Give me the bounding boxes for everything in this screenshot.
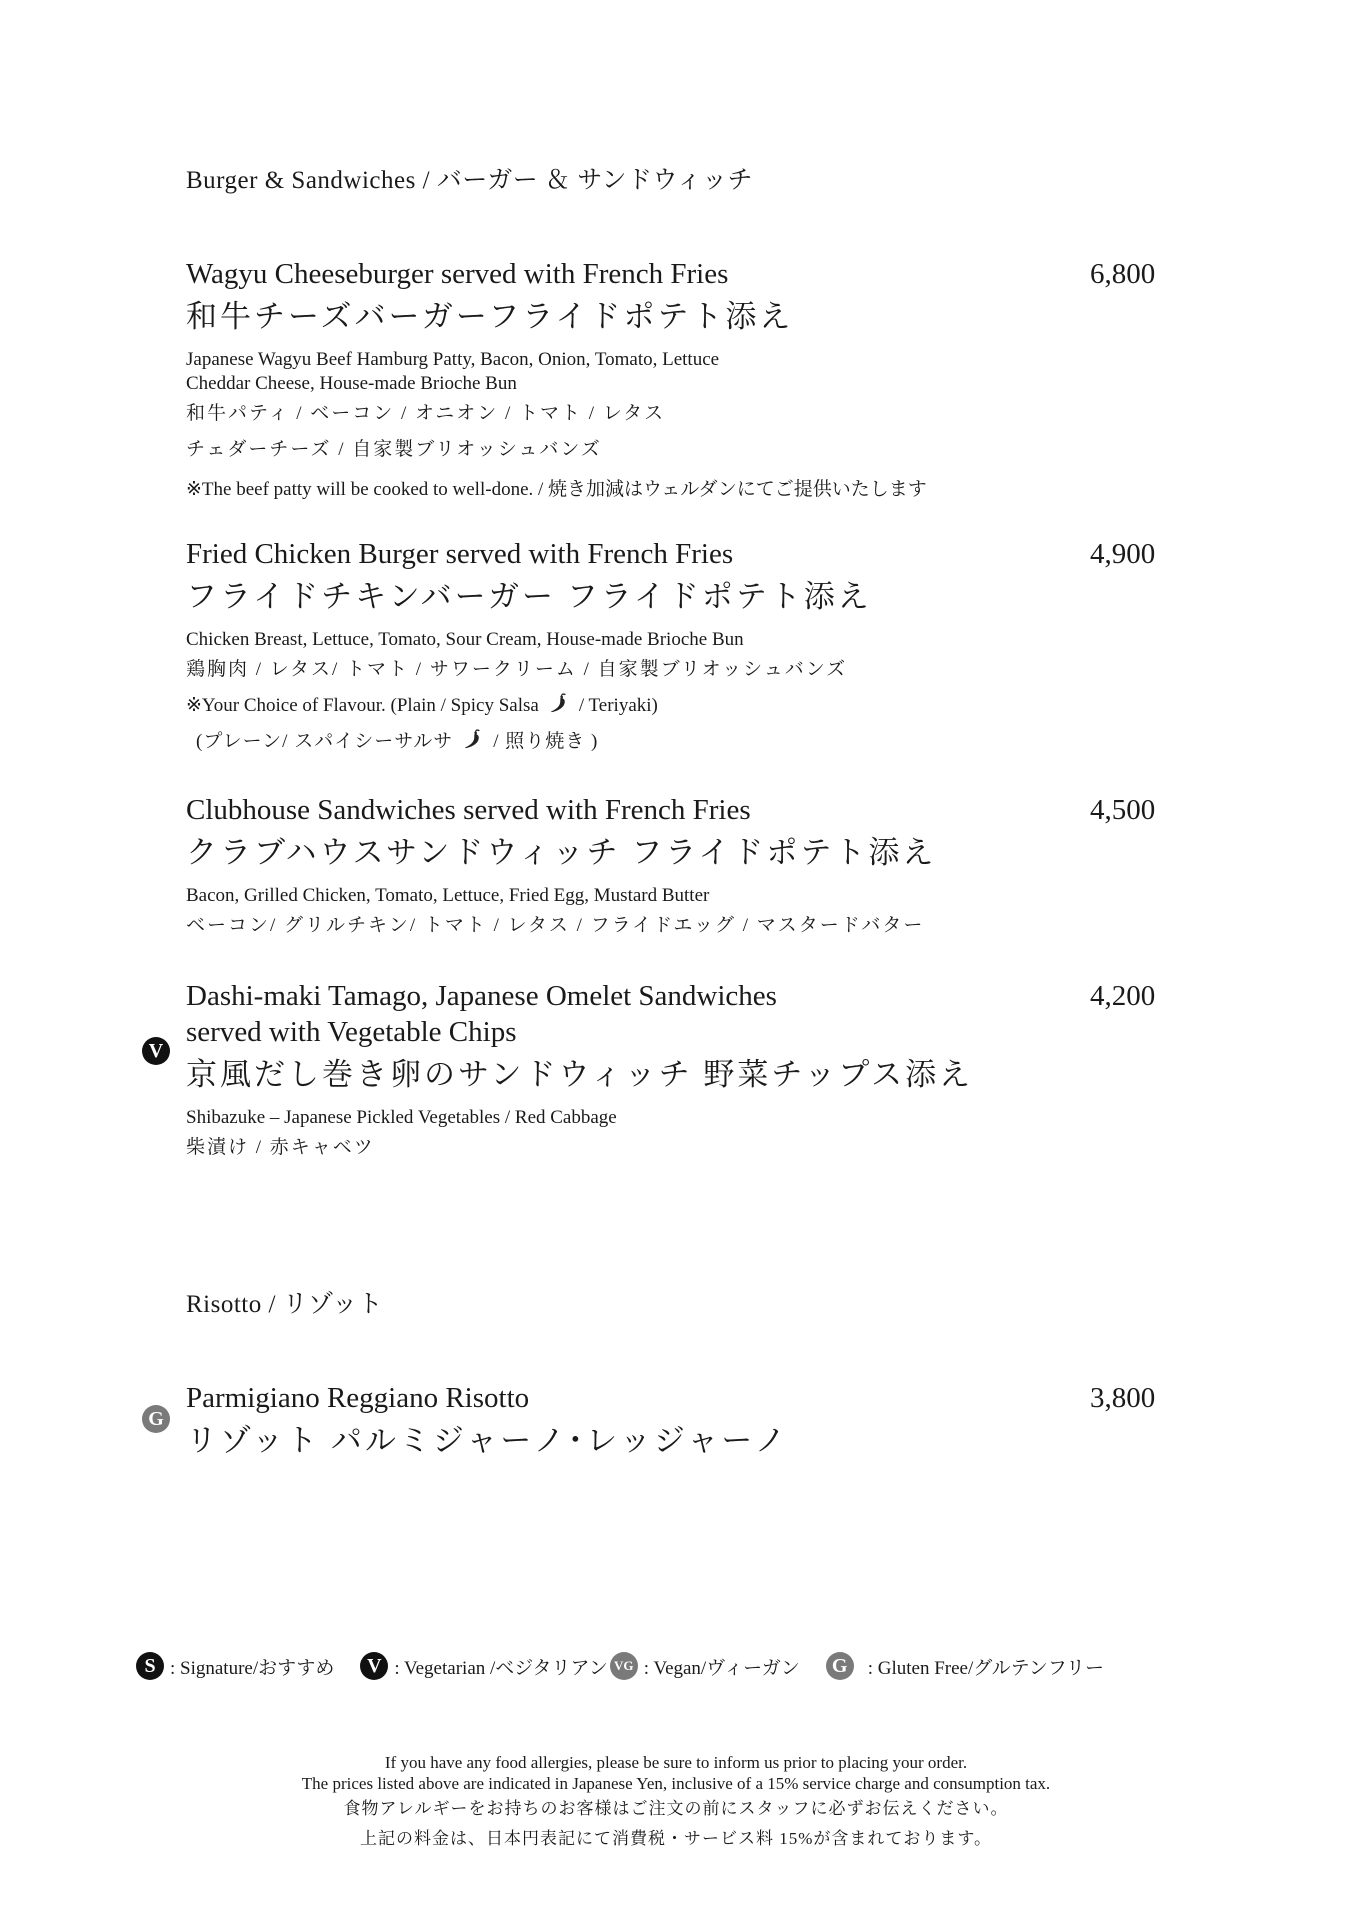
item-name-ja: クラブハウスサンドウィッチ フライドポテト添え bbox=[186, 835, 937, 870]
vegetarian-badge-icon: V bbox=[142, 1037, 170, 1065]
section-title-risotto: Risotto / リゾット bbox=[186, 1291, 384, 1318]
vegan-badge-icon: VG bbox=[610, 1652, 638, 1680]
item-price: 4,900 bbox=[1090, 538, 1156, 570]
legend-item-vegan bbox=[610, 1652, 826, 1680]
item-description-en: Shibazuke – Japanese Pickled Vegetables / Red Cabbage bbox=[186, 1107, 617, 1128]
menu-item-dashimaki-sandwiches bbox=[186, 978, 1166, 1166]
item-name-en: Dashi-maki Tamago, Japanese Omelet Sandwiches bbox=[186, 980, 777, 1012]
legend-label: : Vegetarian /ベジタリアン bbox=[394, 1657, 608, 1679]
item-name-en: Wagyu Cheeseburger served with French Fries bbox=[186, 258, 729, 290]
item-name-en: Clubhouse Sandwiches served with French Fries bbox=[186, 794, 751, 826]
item-note-ja bbox=[186, 724, 1166, 760]
item-price: 3,800 bbox=[1090, 1382, 1156, 1414]
item-description-en: Chicken Breast, Lettuce, Tomato, Sour Cream, House-made Brioche Bun bbox=[186, 629, 744, 650]
legend-label: : Vegan/ヴィーガン bbox=[643, 1657, 800, 1679]
item-note: ※The beef patty will be cooked to well-done. / 焼き加減はウェルダンにてご提供いたします bbox=[186, 479, 927, 500]
menu-item-fried-chicken-burger bbox=[186, 536, 1166, 760]
gluten-free-badge-icon: G bbox=[142, 1405, 170, 1433]
item-description-en: Japanese Wagyu Beef Hamburg Patty, Bacon, Onion, Tomato, Lettuce bbox=[186, 349, 720, 370]
item-description-ja: チェダーチーズ / 自家製ブリオッシュバンズ bbox=[186, 439, 602, 460]
item-name-ja: フライドチキンバーガー フライドポテト添え bbox=[186, 579, 872, 614]
footer-line-en: If you have any food allergies, please be sure to inform us prior to placing your order. bbox=[384, 1753, 968, 1772]
dietary-legend bbox=[136, 1648, 1236, 1684]
note-text: / 照り焼き ) bbox=[493, 731, 599, 752]
item-description-en: Bacon, Grilled Chicken, Tomato, Lettuce, Fried Egg, Mustard Butter bbox=[186, 885, 710, 906]
note-text: (プレーン/ スパイシーサルサ bbox=[196, 731, 454, 752]
note-text: ※Your Choice of Flavour. (Plain / Spicy Salsa bbox=[186, 695, 539, 716]
chili-pepper-icon bbox=[461, 728, 483, 750]
menu-item-clubhouse-sandwiches bbox=[186, 792, 1166, 944]
item-name-en: Parmigiano Reggiano Risotto bbox=[186, 1382, 530, 1414]
chili-pepper-icon bbox=[547, 692, 569, 714]
item-name-ja: 和牛チーズバーガーフライドポテト添え bbox=[186, 299, 794, 334]
item-description-ja: ベーコン/ グリルチキン/ トマト / レタス / フライドエッグ / マスタードバター bbox=[186, 915, 925, 936]
item-name-ja: リゾット パルミジャーノ･レッジャーノ bbox=[186, 1423, 789, 1458]
item-description-en: Cheddar Cheese, House-made Brioche Bun bbox=[186, 373, 517, 394]
legend-label: : Gluten Free/グルテンフリー bbox=[867, 1657, 1104, 1679]
item-price: 6,800 bbox=[1090, 258, 1156, 290]
signature-badge-icon: S bbox=[136, 1652, 164, 1680]
item-name-ja: 京風だし巻き卵のサンドウィッチ 野菜チップス添え bbox=[186, 1057, 974, 1092]
section-title-burgers: Burger & Sandwiches / バーガー ＆ サンドウィッチ bbox=[186, 167, 754, 194]
legend-item-gluten-free bbox=[826, 1652, 1130, 1680]
gluten-free-badge-icon: G bbox=[826, 1652, 854, 1680]
vegetarian-badge-icon: V bbox=[360, 1652, 388, 1680]
item-description-ja: 柴漬け / 赤キャベツ bbox=[186, 1137, 375, 1158]
item-price: 4,500 bbox=[1090, 794, 1156, 826]
footer-line-en: The prices listed above are indicated in Japanese Yen, inclusive of a 15% service charge and consumption tax. bbox=[301, 1774, 1051, 1793]
item-name-en: Fried Chicken Burger served with French Fries bbox=[186, 538, 734, 570]
menu-item-wagyu-cheeseburger bbox=[186, 256, 1166, 508]
item-description-ja: 鶏胸肉 / レタス/ トマト / サワークリーム / 自家製ブリオッシュバンズ bbox=[186, 659, 848, 680]
legend-label: : Signature/おすすめ bbox=[170, 1657, 335, 1679]
allergy-notice bbox=[0, 1752, 1352, 1854]
item-price: 4,200 bbox=[1090, 980, 1156, 1012]
item-note bbox=[186, 688, 1166, 724]
note-text: / Teriyaki) bbox=[578, 695, 658, 716]
menu-item-parmigiano-risotto bbox=[186, 1380, 1166, 1462]
footer-line-ja: 上記の料金は、日本円表記にて消費税・サービス料 15%が含まれております。 bbox=[359, 1829, 993, 1848]
footer-line-ja: 食物アレルギーをお持ちのお客様はご注文の前にスタッフに必ずお伝えください。 bbox=[343, 1799, 1009, 1818]
legend-item-signature bbox=[136, 1652, 360, 1680]
item-description-ja: 和牛パティ / ベーコン / オニオン / トマト / レタス bbox=[186, 403, 666, 424]
legend-item-vegetarian bbox=[360, 1652, 609, 1680]
item-name-en: served with Vegetable Chips bbox=[186, 1016, 517, 1048]
